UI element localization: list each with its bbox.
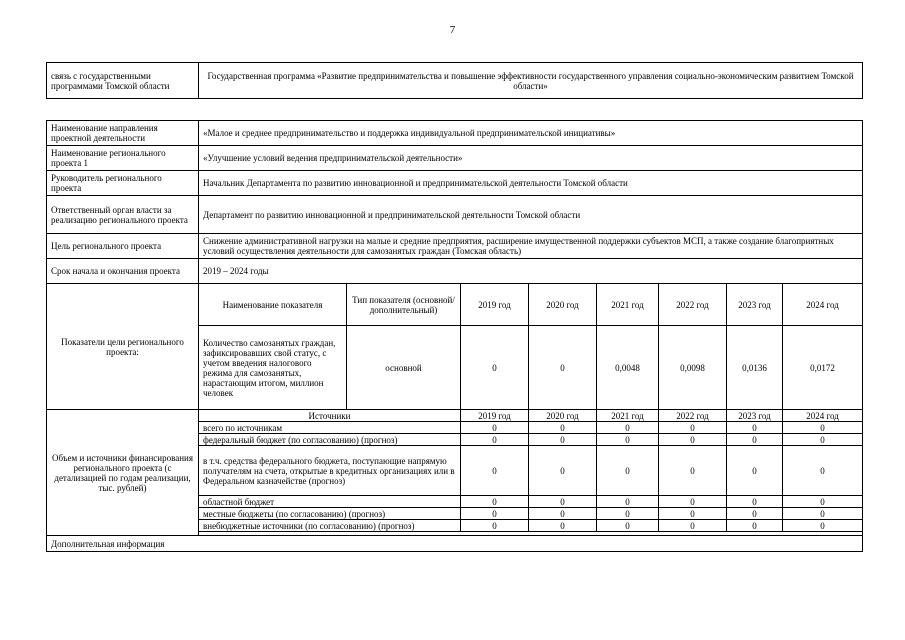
financing-header-2021: 2021 год <box>597 410 659 422</box>
financing-value: 0 <box>783 508 863 520</box>
financing-section-label: Объем и источники финансирования регионального проекта (с детализацией по годам реализации, тыс. рублей) <box>47 410 199 536</box>
financing-header-2020: 2020 год <box>529 410 597 422</box>
financing-value: 0 <box>783 434 863 446</box>
financing-value: 0 <box>461 520 529 532</box>
program-link-table <box>46 62 863 99</box>
head-label: Руководитель регионального проекта <box>47 171 199 196</box>
financing-header-2023: 2023 год <box>727 410 783 422</box>
indicators-section-label: Показатели цели регионального проекта: <box>47 284 199 410</box>
term-label: Срок начала и окончания проекта <box>47 259 199 284</box>
financing-value: 0 <box>461 508 529 520</box>
financing-value: 0 <box>783 520 863 532</box>
program-link-label: связь с государственными программами Томской области <box>47 63 199 99</box>
financing-value: 0 <box>783 496 863 508</box>
financing-value: 0 <box>597 422 659 434</box>
authority-value: Департамент по развитию инновационной и предпринимательской деятельности Томской области <box>199 196 863 234</box>
financing-header-2019: 2019 год <box>461 410 529 422</box>
direction-label: Наименование направления проектной деятельности <box>47 121 199 146</box>
indicator-type: основной <box>347 326 461 410</box>
financing-value: 0 <box>597 496 659 508</box>
financing-header-sources: Источники <box>199 410 461 422</box>
page-number: 7 <box>449 24 456 36</box>
financing-value: 0 <box>461 496 529 508</box>
extra-info-label: Дополнительная информация <box>47 536 863 552</box>
financing-source: местные бюджеты (по согласованию) (прогноз) <box>199 508 461 520</box>
indicator-header-2024: 2024 год <box>783 284 863 326</box>
financing-value: 0 <box>659 496 727 508</box>
financing-value: 0 <box>659 508 727 520</box>
authority-label: Ответственный орган власти за реализацию регионального проекта <box>47 196 199 234</box>
financing-value: 0 <box>727 446 783 496</box>
financing-value: 0 <box>529 434 597 446</box>
indicator-header-2019: 2019 год <box>461 284 529 326</box>
financing-value: 0 <box>597 446 659 496</box>
goal-value: Снижение административной нагрузки на малые и средние предприятия, расширение имущественной поддержки субъектов МСП, а также создание благоприятных условий осуществления деятельности для самозанятых граждан (Томская область) <box>199 234 863 259</box>
head-value: Начальник Департамента по развитию инновационной и предпринимательской деятельности Томской области <box>199 171 863 196</box>
financing-value: 0 <box>783 422 863 434</box>
project-name-label: Наименование регионального проекта 1 <box>47 146 199 171</box>
financing-value: 0 <box>659 434 727 446</box>
financing-value: 0 <box>529 446 597 496</box>
financing-header-2024: 2024 год <box>783 410 863 422</box>
financing-value: 0 <box>597 434 659 446</box>
indicator-header-name: Наименование показателя <box>199 284 347 326</box>
financing-value: 0 <box>783 446 863 496</box>
financing-value: 0 <box>727 520 783 532</box>
financing-header-2022: 2022 год <box>659 410 727 422</box>
financing-value: 0 <box>461 446 529 496</box>
financing-source: в т.ч. средства федерального бюджета, поступающие напрямую получателям на счета, открытые в кредитных организациях или в Федеральном казначействе (прогноз) <box>199 446 461 496</box>
financing-value: 0 <box>727 496 783 508</box>
indicator-header-2021: 2021 год <box>597 284 659 326</box>
financing-value: 0 <box>727 422 783 434</box>
financing-source: областной бюджет <box>199 496 461 508</box>
financing-value: 0 <box>727 508 783 520</box>
goal-label: Цель регионального проекта <box>47 234 199 259</box>
indicator-header-type: Тип показателя (основной/ дополнительный) <box>347 284 461 326</box>
direction-value: «Малое и среднее предпринимательство и поддержка индивидуальной предпринимательской инициативы» <box>199 121 863 146</box>
financing-source: внебюджетные источники (по согласованию) (прогноз) <box>199 520 461 532</box>
indicator-value-2021: 0,0048 <box>597 326 659 410</box>
financing-value: 0 <box>461 422 529 434</box>
financing-value: 0 <box>529 508 597 520</box>
financing-value: 0 <box>659 446 727 496</box>
indicator-header-2020: 2020 год <box>529 284 597 326</box>
financing-value: 0 <box>597 508 659 520</box>
financing-value: 0 <box>461 434 529 446</box>
indicator-value-2019: 0 <box>461 326 529 410</box>
indicator-value-2023: 0,0136 <box>727 326 783 410</box>
indicator-value-2024: 0,0172 <box>783 326 863 410</box>
financing-value: 0 <box>529 422 597 434</box>
financing-source: всего по источникам <box>199 422 461 434</box>
indicator-value-2022: 0,0098 <box>659 326 727 410</box>
indicator-value-2020: 0 <box>529 326 597 410</box>
project-passport-table <box>46 120 863 552</box>
financing-value: 0 <box>727 434 783 446</box>
financing-source: федеральный бюджет (по согласованию) (прогноз) <box>199 434 461 446</box>
project-name-value: «Улучшение условий ведения предпринимательской деятельности» <box>199 146 863 171</box>
indicator-name: Количество самозанятых граждан, зафиксировавших свой статус, с учетом введения налогового режима для самозанятых, нарастающим итогом, миллион человек <box>199 326 347 410</box>
financing-value: 0 <box>597 520 659 532</box>
program-link-value: Государственная программа «Развитие предпринимательства и повышение эффективности государственного управления социально-экономическим развитием Томской области» <box>199 63 863 99</box>
indicator-header-2023: 2023 год <box>727 284 783 326</box>
financing-value: 0 <box>529 520 597 532</box>
term-value: 2019 – 2024 годы <box>199 259 863 284</box>
financing-value: 0 <box>659 422 727 434</box>
financing-value: 0 <box>529 496 597 508</box>
financing-value: 0 <box>659 520 727 532</box>
indicator-header-2022: 2022 год <box>659 284 727 326</box>
